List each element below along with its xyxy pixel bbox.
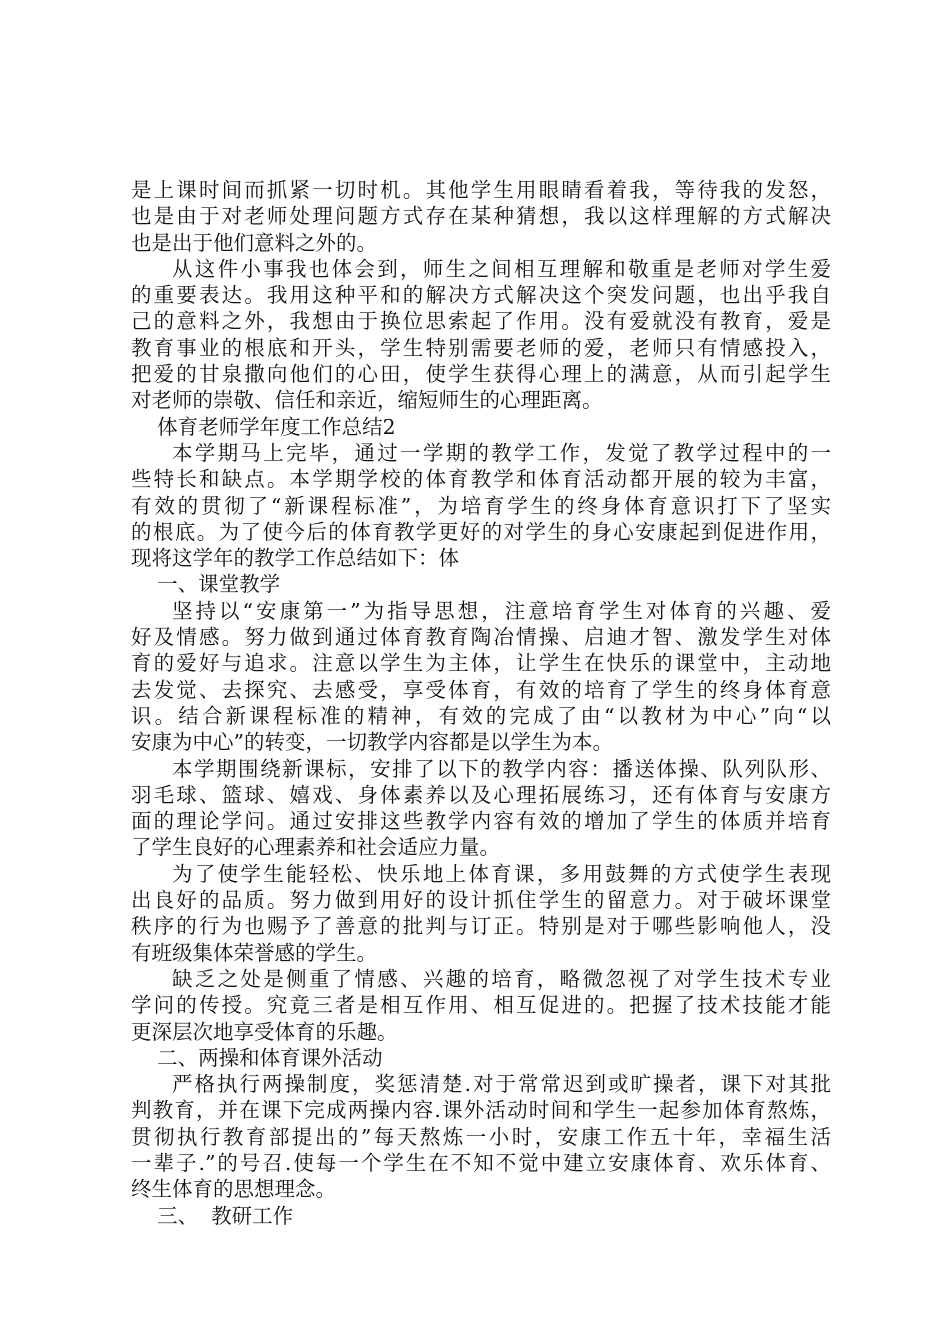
text-line: 严格执行两操制度，奖惩清楚.对于常常迟到或旷操者，课下对其批 bbox=[172, 1072, 831, 1097]
text-line: 些特长和缺点。本学期学校的体育教学和体育活动都开展的较为丰富， bbox=[131, 467, 831, 492]
text-line: 是上课时间而抓紧一切时机。其他学生用眼睛看着我，等待我的发怒， bbox=[131, 178, 831, 202]
text-line: 从这件小事我也体会到，师生之间相互理解和敬重是老师对学生爱 bbox=[172, 256, 831, 281]
text-line: 坚持以“安康第一”为指导思想，注意培育学生对体育的兴趣、爱 bbox=[172, 598, 831, 623]
text-line: 好及情感。努力做到通过体育教育陶冶情操、启迪才智、激发学生对体 bbox=[131, 625, 831, 650]
text-line: 去发觉、去探究、去感受，享受体育，有效的培育了学生的终身体育意 bbox=[131, 677, 831, 702]
text-line: 学问的传授。究竟三者是相互作用、相互促进的。把握了技术技能才能 bbox=[131, 993, 831, 1018]
text-line: 终生体育的思想理念。 bbox=[131, 1177, 336, 1202]
text-line: 的重要表达。我用这种平和的解决方式解决这个突发问题，也出乎我自 bbox=[131, 283, 831, 308]
text-line: 了学生良好的心理素养和社会适应力量。 bbox=[131, 835, 500, 860]
text-line: 也是由于对老师处理问题方式存在某种猜想，我以这样理解的方式解决 bbox=[131, 204, 831, 229]
text-line: 有班级集体荣誉感的学生。 bbox=[131, 940, 377, 965]
text-line: 为了使学生能轻松、快乐地上体育课，多用鼓舞的方式使学生表现 bbox=[172, 861, 831, 886]
text-line: 判教育，并在课下完成两操内容.课外活动时间和学生一起参加体育熬炼， bbox=[131, 1098, 831, 1123]
text-line: 更深层次地享受体育的乐趣。 bbox=[131, 1019, 398, 1044]
text-line: 贯彻执行教育部提出的”每天熬炼一小时，安康工作五十年，幸福生活 bbox=[131, 1124, 831, 1149]
text-line: 出良好的品质。努力做到用好的设计抓住学生的留意力。对于破坏课堂 bbox=[131, 888, 831, 913]
text-line: 羽毛球、篮球、嬉戏、身体素养以及心理拓展练习，还有体育与安康方 bbox=[131, 782, 831, 807]
text-line: 一、课堂教学 bbox=[131, 572, 281, 597]
text-line: 一辈子.”的号召.使每一个学生在不知不觉中建立安康体育、欢乐体育、 bbox=[131, 1150, 831, 1175]
text-line: 识。结合新课程标准的精神，有效的完成了由“以教材为中心”向“以 bbox=[131, 703, 831, 728]
text-line: 缺乏之处是侧重了情感、兴趣的培育，略微忽视了对学生技术专业 bbox=[172, 966, 831, 991]
text-line: 育的爱好与追求。注意以学生为主体，让学生在快乐的课堂中，主动地 bbox=[131, 651, 831, 676]
text-line: 面的理论学问。通过安排这些教学内容有效的增加了学生的体质并培育 bbox=[131, 809, 831, 834]
text-line: 体育老师学年度工作总结2 bbox=[131, 414, 396, 439]
text-line: 教育事业的根底和开头，学生特别需要老师的爱，老师只有情感投入， bbox=[131, 335, 831, 360]
text-line: 把爱的甘泉撒向他们的心田，使学生获得心理上的满意，从而引起学生 bbox=[131, 362, 831, 387]
text-line: 三、 教研工作 bbox=[131, 1203, 294, 1228]
text-line: 己的意料之外，我想由于换位思索起了作用。没有爱就没有教育，爱是 bbox=[131, 309, 831, 334]
text-line: 也是出于他们意料之外的。 bbox=[131, 230, 377, 255]
text-line: 二、两操和体育课外活动 bbox=[131, 1045, 383, 1070]
text-line: 本学期马上完毕，通过一学期的教学工作，发觉了教学过程中的一 bbox=[172, 440, 831, 465]
text-line: 安康为中心”的转变，一切教学内容都是以学生为本。 bbox=[131, 730, 613, 755]
text-line: 对老师的崇敬、信任和亲近，缩短师生的心理距离。 bbox=[131, 388, 603, 413]
text-line: 现将这学年的教学工作总结如下：体 bbox=[131, 546, 459, 571]
text-line: 秩序的行为也赐予了善意的批判与订正。特别是对于哪些影响他人，没 bbox=[131, 914, 831, 939]
text-line: 的根底。为了使今后的体育教学更好的对学生的身心安康起到促进作用， bbox=[131, 519, 831, 544]
text-line: 有效的贯彻了“新课程标准”，为培育学生的终身体育意识打下了坚实 bbox=[131, 493, 831, 518]
text-line: 本学期围绕新课标，安排了以下的教学内容：播送体操、队列队形、 bbox=[172, 756, 831, 781]
document-body bbox=[131, 177, 831, 1229]
